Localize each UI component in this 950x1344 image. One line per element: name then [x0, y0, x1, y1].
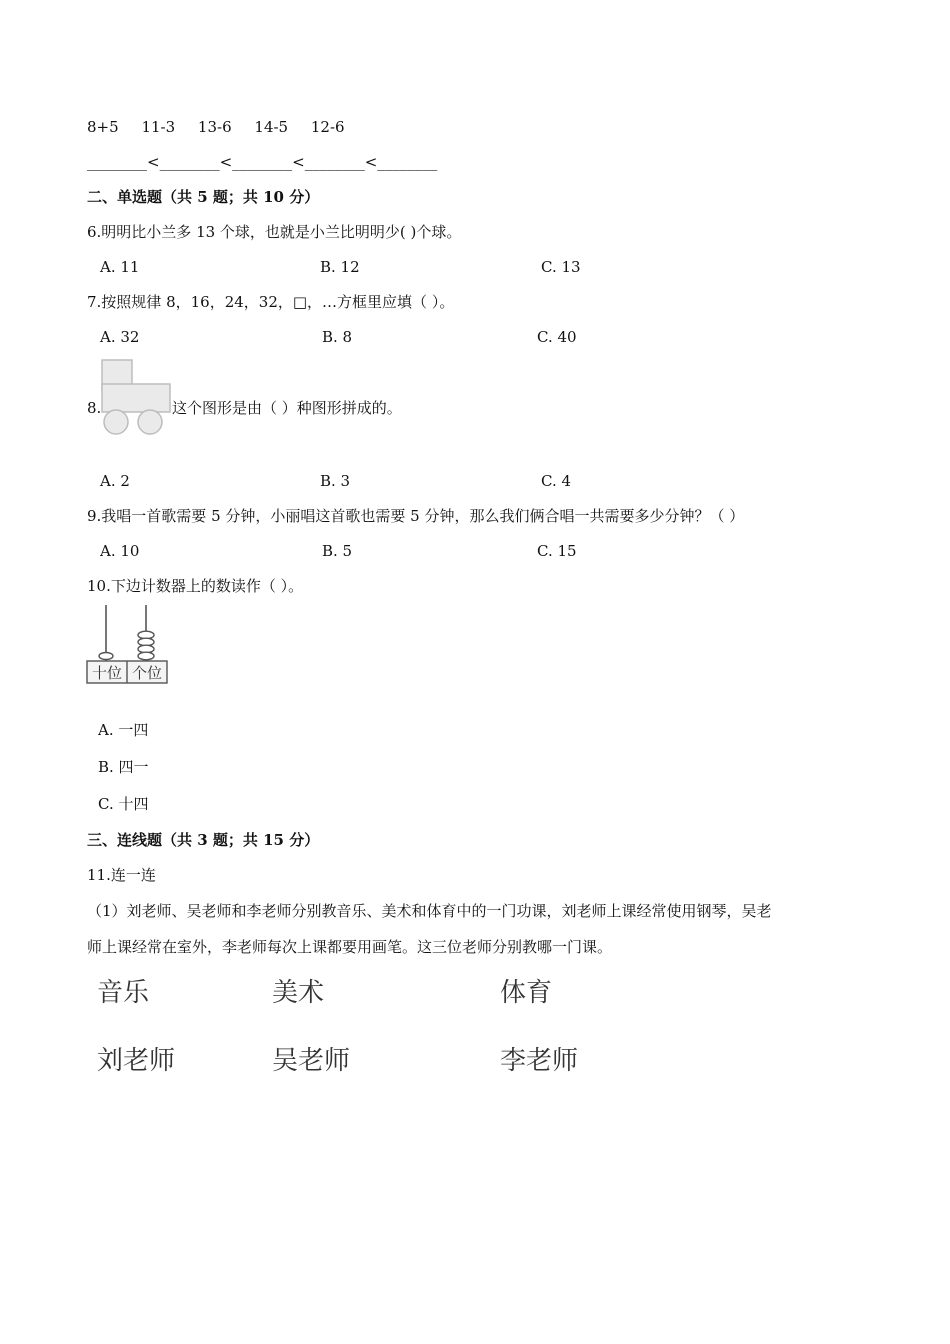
expression-3: 13-6 [197, 118, 232, 136]
expression-2: 11-3 [141, 118, 176, 136]
subject-pe[interactable]: 体育 [500, 978, 553, 1008]
q6-option-c[interactable]: C. 13 [541, 258, 581, 276]
q7-option-c[interactable]: C. 40 [537, 328, 577, 346]
teacher-liu[interactable]: 刘老师 [97, 1046, 176, 1076]
shape-rectangle [102, 384, 170, 412]
subject-music[interactable]: 音乐 [97, 978, 150, 1008]
abacus-counter-figure [86, 603, 170, 685]
expression-1: 8+5 [87, 118, 119, 136]
question-7: 7.按照规律 8，16，24，32，□，…方框里应填（ ）。 [87, 293, 455, 311]
question-11-title: 11.连一连 [87, 866, 156, 884]
expression-list [87, 117, 363, 137]
q8-option-c[interactable]: C. 4 [541, 472, 572, 490]
tens-label: 十位 [91, 664, 123, 682]
subject-art[interactable]: 美术 [272, 978, 325, 1008]
ones-label: 个位 [131, 664, 163, 682]
q7-option-a[interactable]: A. 32 [100, 328, 140, 346]
section-2-title: 二、单选题（共 5 题；共 10 分） [87, 188, 320, 206]
cart-shape-figure [100, 358, 172, 438]
teacher-li[interactable]: 李老师 [500, 1046, 579, 1076]
q8-option-a[interactable]: A. 2 [100, 472, 130, 490]
q8-option-b[interactable]: B. 3 [320, 472, 351, 490]
q9-option-a[interactable]: A. 10 [100, 542, 140, 560]
q7-option-b[interactable]: B. 8 [322, 328, 353, 346]
question-8-number: 8. [87, 399, 102, 417]
question-6: 6.明明比小兰多 13 个球，也就是小兰比明明少( )个球。 [87, 223, 462, 241]
question-10: 10.下边计数器上的数读作（ ）。 [87, 577, 304, 595]
tens-bead [99, 653, 113, 660]
ones-bead-4 [138, 652, 154, 660]
expression-4: 14-5 [254, 118, 289, 136]
q9-option-c[interactable]: C. 15 [537, 542, 577, 560]
q10-option-b[interactable]: B. 四一 [98, 758, 149, 776]
expression-5: 12-6 [310, 118, 345, 136]
question-9: 9.我唱一首歌需要 5 分钟，小丽唱这首歌也需要 5 分钟，那么我们俩合唱一共需要多少分钟？（ ） [87, 507, 745, 525]
question-11-desc-line-2: 师上课经常在室外，李老师每次上课都要用画笔。这三位老师分别教哪一门课。 [87, 938, 613, 956]
shape-circle-right [138, 410, 162, 434]
q10-option-a[interactable]: A. 一四 [98, 721, 149, 739]
question-11-desc-line-1: （1）刘老师、吴老师和李老师分别教音乐、美术和体育中的一门功课，刘老师上课经常使用钢琴，吴老 [87, 902, 772, 920]
shape-circle-left [104, 410, 128, 434]
q9-option-b[interactable]: B. 5 [322, 542, 353, 560]
question-8: 这个图形是由（ ）种图形拼成的。 [172, 399, 402, 417]
q10-option-c[interactable]: C. 十四 [98, 795, 149, 813]
q6-option-a[interactable]: A. 11 [100, 258, 140, 276]
q6-option-b[interactable]: B. 12 [320, 258, 360, 276]
order-blank-line[interactable]: ________<________<________<________<________ [87, 153, 438, 171]
section-3-title: 三、连线题（共 3 题；共 15 分） [87, 831, 320, 849]
teacher-wu[interactable]: 吴老师 [272, 1046, 351, 1076]
